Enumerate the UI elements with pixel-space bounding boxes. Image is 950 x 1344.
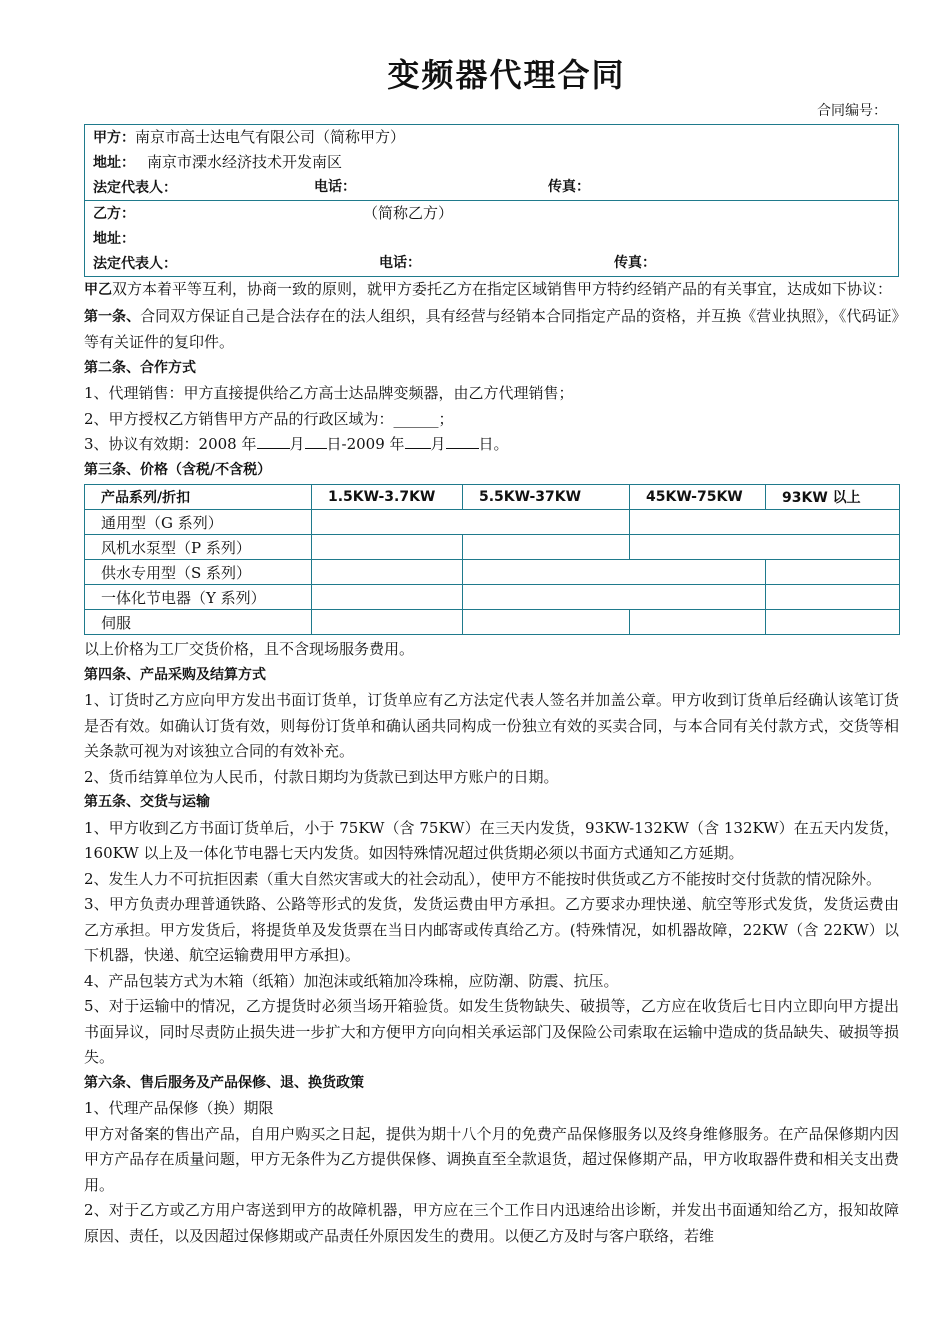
article-3-heading: 第三条、价格（含税/不含税）: [84, 461, 272, 478]
party-a-address: 南京市溧水经济技术开发南区: [147, 153, 343, 171]
price-row-label: 通用型（G 系列）: [85, 510, 312, 535]
article-1-lead: 第一条、: [84, 308, 141, 325]
party-a-contact-line: [93, 175, 890, 200]
article-5-heading: 第五条、交货与运输: [84, 794, 210, 810]
party-b-phone-label: 电话：: [379, 255, 421, 271]
price-header-range-4: 93KW 以上: [766, 485, 900, 510]
article-6-para-2: 甲方对备案的售出产品，自用户购买之日起，提供为期十八个月的免费产品保修服务以及终身维修服务。在产品保修期内因甲方产品存在质量问题，甲方无条件为乙方提供保修、调换直至全款退货，超过保修期产品，甲方收取器件费和相关支出费用。: [84, 1124, 899, 1194]
party-b-section: [85, 200, 898, 276]
price-table: [84, 484, 900, 635]
article-2-term: [84, 432, 899, 458]
party-b-rep-label: 法定代表人：: [93, 256, 177, 272]
term-day-2-blank[interactable]: [446, 432, 479, 449]
table-row: [85, 610, 900, 635]
article-4-para-2: 2、货币结算单位为人民币，付款日期均为货款已到达甲方账户的日期。: [84, 767, 559, 786]
party-a-rep-label: 法定代表人：: [93, 180, 177, 196]
term-day-2: 日。: [478, 435, 509, 453]
party-a-phone-label: 电话：: [314, 179, 356, 195]
term-prefix: 3、协议有效期：2008 年: [84, 435, 257, 453]
contract-number-label: 合同编号：: [817, 103, 887, 119]
price-cell[interactable]: [766, 560, 900, 585]
intro-text: 双方本着平等互利，协商一致的原则，就甲方委托乙方在指定区域销售甲方特约经销产品的有关事宜，达成如下协议：: [112, 280, 893, 298]
price-cell[interactable]: [463, 610, 630, 635]
party-b-contact-line: [93, 251, 890, 276]
article-2-item-1: 1、代理销售：甲方直接提供给乙方高士达品牌变频器，由乙方代理销售；: [84, 384, 574, 402]
article-6-para-3: 2、对于乙方或乙方用户寄送到甲方的故障机器，甲方应在三个工作日内迅速给出诊断，并发出书面通知给乙方，报知故障原因、责任，以及因超过保修期或产品责任外原因发生的费用。以便乙方及时与客户联络，若维: [84, 1201, 899, 1245]
table-row: [85, 510, 900, 535]
article-5-para-3: 3、甲方负责办理普通铁路、公路等形式的发货，发货运费由甲方承担。乙方要求办理快递、航空等形式发货，发货运费由乙方承担。甲方发货后，将提货单及发货票在当日内邮寄或传真给乙方。(特殊情况，如机器故障，22KW（含 22KW）以下机器，快递、航空运输费用甲方承担)。: [84, 895, 899, 964]
price-table-header: [85, 485, 900, 510]
price-cell[interactable]: [312, 610, 463, 635]
article-2-item-2: 2、甲方授权乙方销售甲方产品的行政区域为：______；: [84, 409, 454, 428]
article-5-para-1: 1、甲方收到乙方书面订货单后，小于 75KW（含 75KW）在三天内发货，93KW-132KW（含 132KW）在五天内发货，160KW 以上及一体化节电器七天内发货。如因特殊情况超过供货期必须以书面方式通知乙方延期。: [84, 818, 899, 862]
price-cell[interactable]: [312, 585, 463, 610]
term-day-blank[interactable]: [305, 432, 327, 449]
party-a-label: 甲方：: [93, 130, 135, 146]
article-1: [84, 304, 899, 356]
article-6-heading: 第六条、售后服务及产品保修、退、换货政策: [84, 1074, 364, 1091]
term-month-2: 月: [430, 435, 446, 453]
article-5-para-4: 4、产品包装方式为木箱（纸箱）加泡沫或纸箱加冷珠棉，应防潮、防震、抗压。: [84, 971, 619, 990]
price-cell[interactable]: [463, 585, 766, 610]
price-cell[interactable]: [630, 610, 766, 635]
price-row-label: 伺服: [85, 610, 312, 635]
party-a-address-label: 地址：: [93, 155, 135, 171]
article-5-para-2: 2、发生人力不可抗拒因素（重大自然灾害或大的社会动乱），使甲方不能按时供货或乙方不能按时交付货款的情况除外。: [84, 869, 882, 888]
contract-page: [84, 52, 899, 1249]
party-a-name-line: [93, 125, 890, 150]
party-a-section: [85, 125, 898, 200]
document-title: 变频器代理合同: [387, 56, 626, 94]
price-cell[interactable]: [463, 560, 766, 585]
party-b-fax-label: 传真：: [614, 255, 656, 271]
party-a-name: 南京市高士达电气有限公司（简称甲方）: [135, 128, 406, 146]
price-cell[interactable]: [630, 510, 900, 535]
article-5-para-5: 5、对于运输中的情况，乙方提货时必须当场开箱验货。如发生货物缺失、破损等，乙方应在收货后七日内立即向甲方提出书面异议，同时尽责防止损失进一步扩大和方便甲方向向相关承运部门及保险公司索取在运输中造成的货品缺失、破损等损失。: [84, 997, 899, 1066]
term-day-1: 日-2009 年: [326, 435, 405, 453]
article-6-para-1: 1、代理产品保修（换）期限: [84, 1099, 274, 1117]
price-header-range-3: 45KW-75KW: [630, 485, 766, 510]
party-b-name-line: [93, 201, 890, 226]
parties-box: [84, 124, 899, 277]
party-b-label: 乙方：: [93, 206, 135, 222]
term-month-blank[interactable]: [257, 432, 290, 449]
term-month-1: 月: [289, 435, 305, 453]
price-row-label: 一体化节电器（Y 系列）: [85, 585, 312, 610]
article-4-heading: 第四条、产品采购及结算方式: [84, 666, 266, 683]
article-1-text: 合同双方保证自己是合法存在的法人组织，具有经营与经销本合同指定产品的资格，并互换《营业执照》，《代码证》等有关证件的复印件。: [84, 306, 899, 351]
price-cell[interactable]: [312, 535, 463, 560]
party-b-address-line: [93, 226, 890, 251]
party-b-name: （简称乙方）: [363, 204, 454, 222]
table-row: [85, 585, 900, 610]
price-header-series: 产品系列/折扣: [85, 485, 312, 510]
table-row: [85, 535, 900, 560]
intro-paragraph: [84, 277, 899, 304]
term-month-2-blank[interactable]: [405, 432, 431, 449]
table-row: [85, 560, 900, 585]
price-row-label: 风机水泵型（P 系列）: [85, 535, 312, 560]
price-cell[interactable]: [312, 560, 463, 585]
price-row-label: 供水专用型（S 系列）: [85, 560, 312, 585]
party-a-address-line: [93, 150, 890, 175]
party-b-address-label: 地址：: [93, 231, 135, 247]
article-2-heading: 第二条、合作方式: [84, 359, 196, 376]
price-cell[interactable]: [630, 535, 900, 560]
price-cell[interactable]: [463, 535, 630, 560]
article-4-para-1: 1、订货时乙方应向甲方发出书面订货单，订货单应有乙方法定代表人签名并加盖公章。甲方收到订货单后经确认该笔订货是否有效。如确认订货有效，则每份订货单和确认函共同构成一份独立有效的买卖合同，与本合同有关付款方式，交货等相关条款可视为对该独立合同的有效补充。: [84, 691, 899, 760]
price-header-range-1: 1.5KW-3.7KW: [312, 485, 463, 510]
price-note: 以上价格为工厂交货价格，且不含现场服务费用。: [84, 640, 415, 658]
price-cell[interactable]: [312, 510, 630, 535]
price-cell[interactable]: [766, 585, 900, 610]
price-header-range-2: 5.5KW-37KW: [463, 485, 630, 510]
price-cell[interactable]: [766, 610, 900, 635]
intro-lead: 甲乙: [84, 282, 112, 298]
party-a-fax-label: 传真：: [548, 179, 590, 195]
